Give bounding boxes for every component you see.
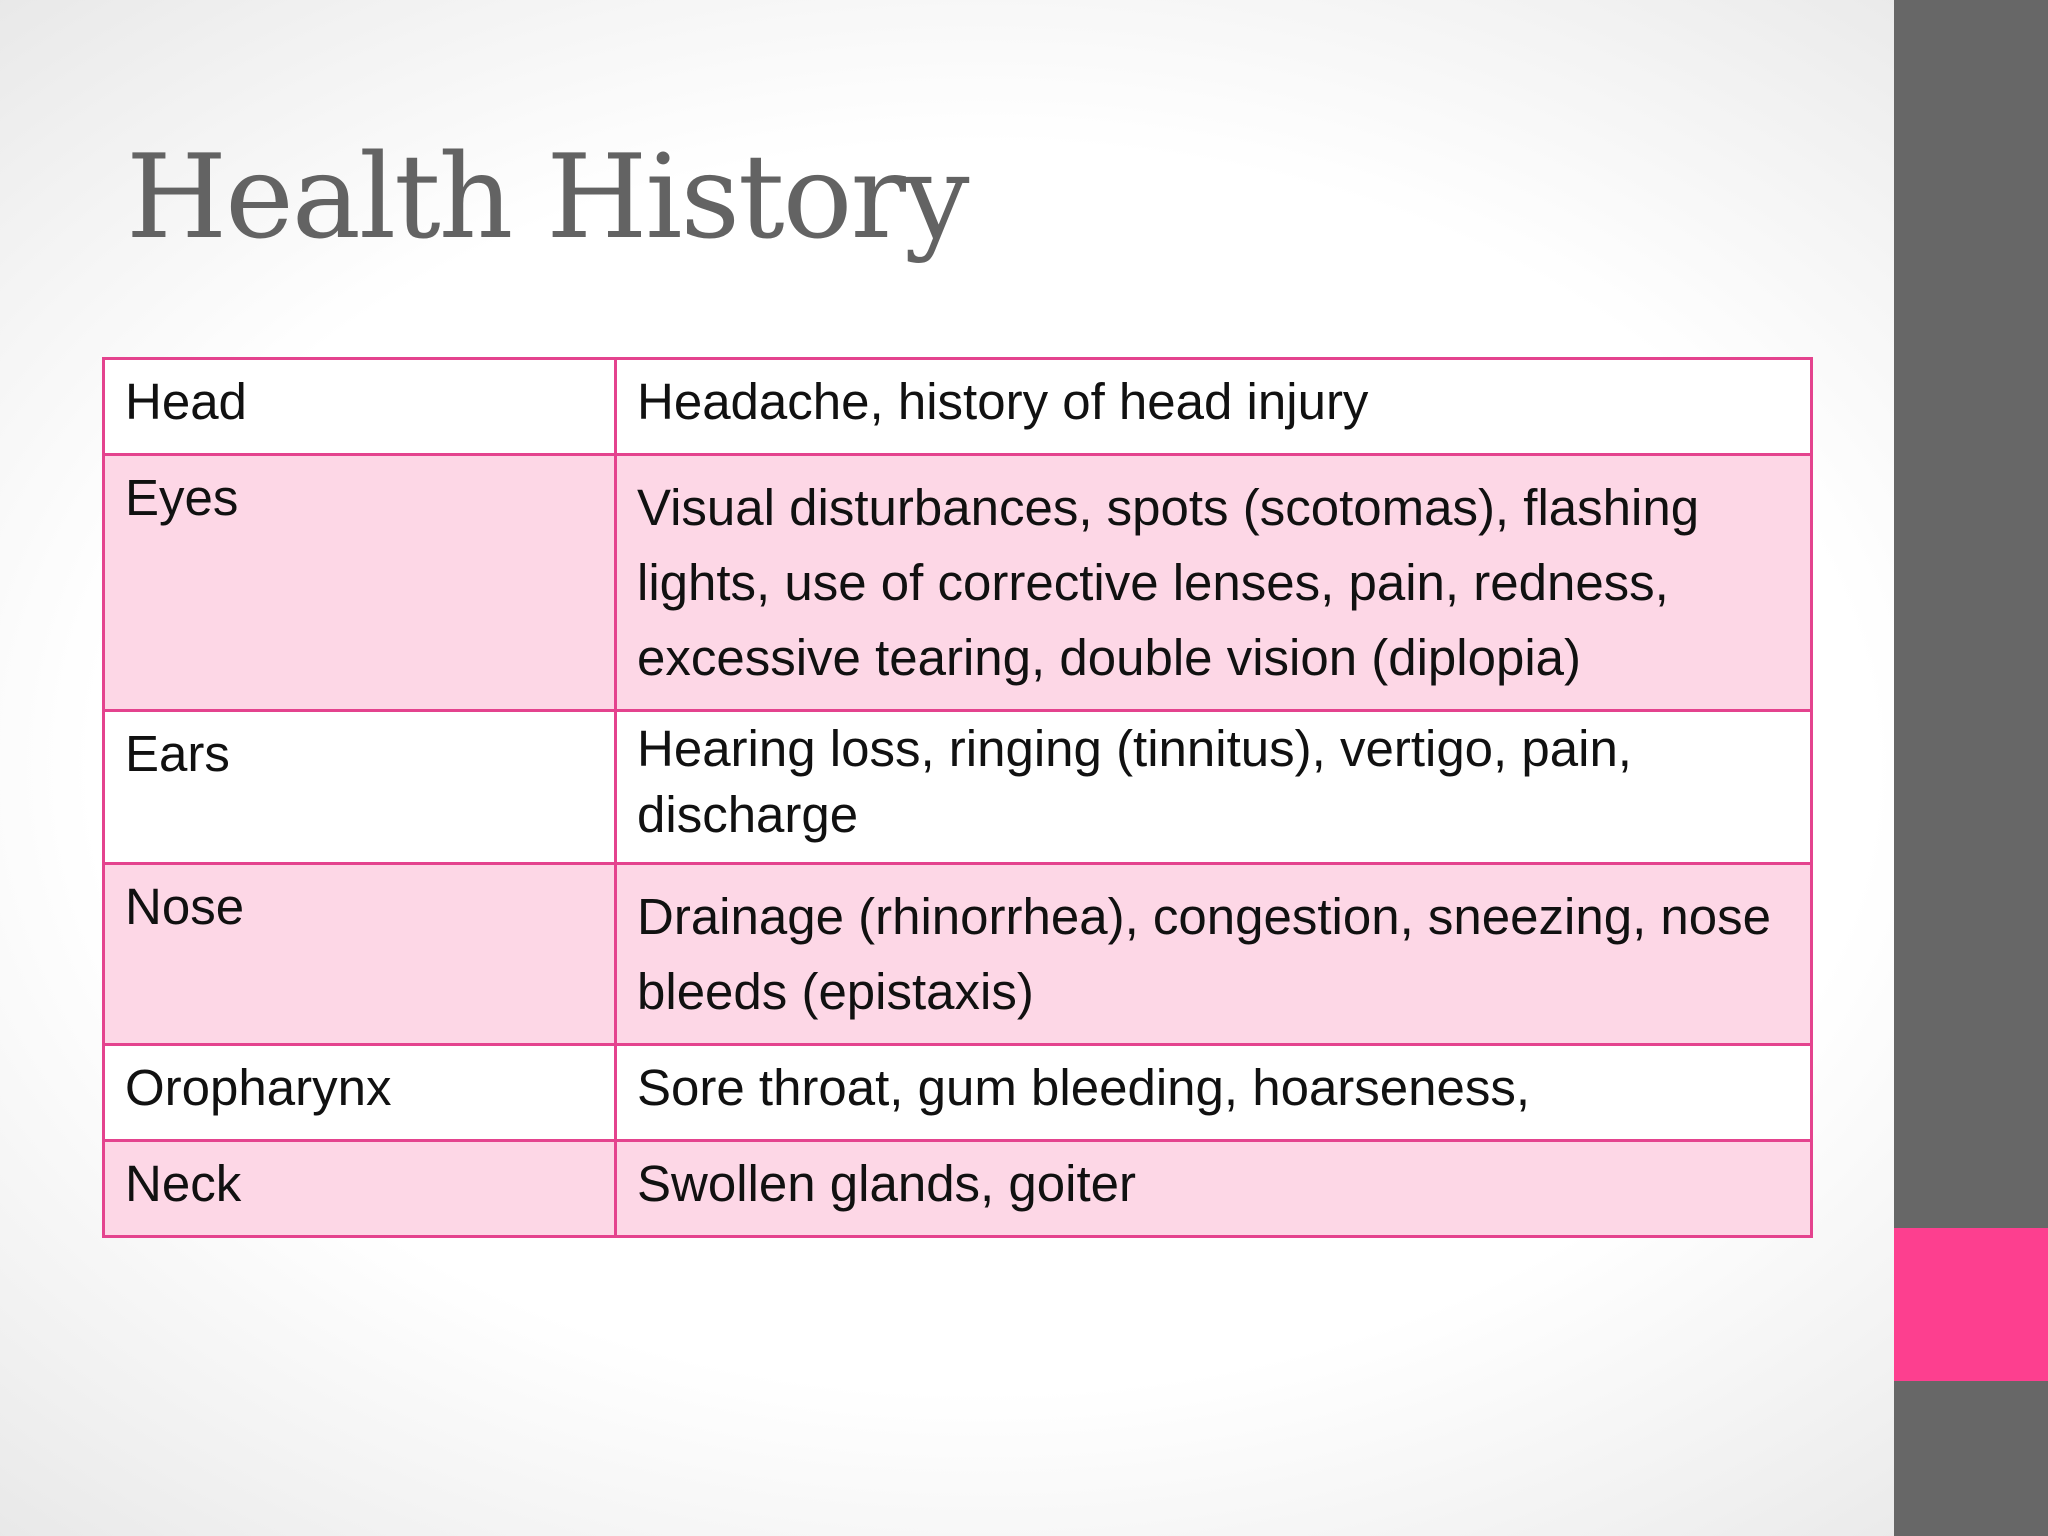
body-area-cell: Head (104, 359, 616, 455)
body-area-cell: Ears (104, 711, 616, 864)
body-area-cell: Nose (104, 864, 616, 1045)
body-area-cell: Oropharynx (104, 1045, 616, 1141)
table-row-nose (104, 864, 1812, 1045)
table-row-head (104, 359, 1812, 455)
symptoms-cell: Drainage (rhinorrhea), congestion, sneezing, nose bleeds (epistaxis) (616, 864, 1812, 1045)
table-row-ears (104, 711, 1812, 864)
body-area-cell: Neck (104, 1141, 616, 1237)
symptoms-cell: Headache, history of head injury (616, 359, 1812, 455)
symptoms-cell: Hearing loss, ringing (tinnitus), vertigo, pain, discharge (616, 711, 1812, 864)
table-row-eyes (104, 455, 1812, 711)
body-area-cell: Eyes (104, 455, 616, 711)
slide-title: Health History (126, 130, 968, 265)
symptoms-cell: Swollen glands, goiter (616, 1141, 1812, 1237)
side-accent-block (1894, 1228, 2048, 1381)
symptoms-cell: Sore throat, gum bleeding, hoarseness, (616, 1045, 1812, 1141)
health-history-table (102, 357, 1813, 1238)
table-row-oropharynx (104, 1045, 1812, 1141)
table-row-neck (104, 1141, 1812, 1237)
symptoms-cell: Visual disturbances, spots (scotomas), flashing lights, use of corrective lenses, pain, redness, excessive tearing, double vision (diplopia) (616, 455, 1812, 711)
